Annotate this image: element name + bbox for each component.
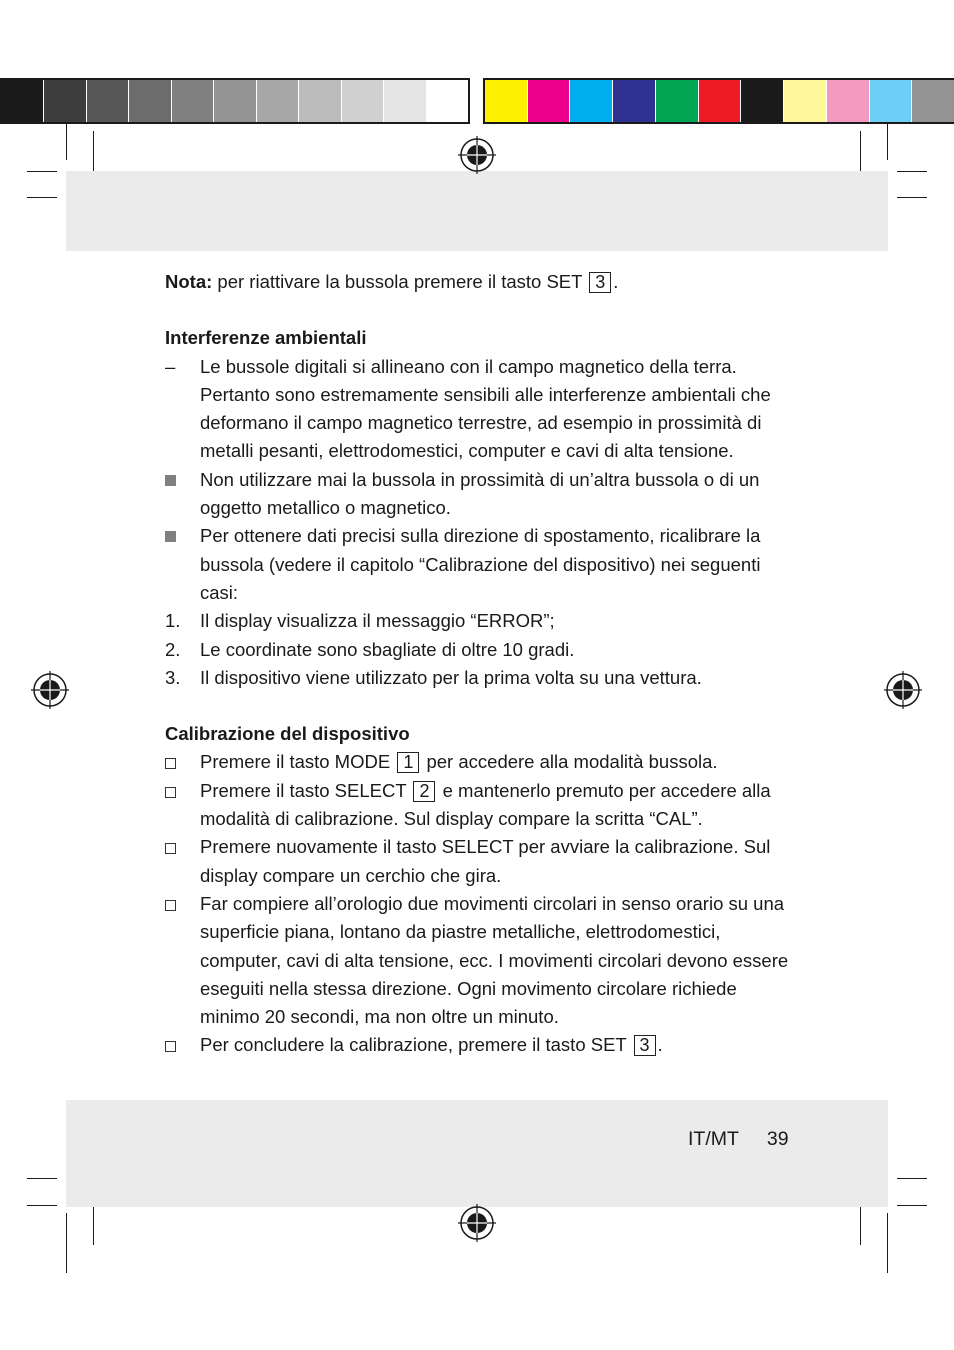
list-item-text: Per ottenere dati precisi sulla direzione di spostamento, ricalibrare la bussola (vedere il capitolo “Calibrazione del dispositivo) nei seguenti casi:: [200, 525, 761, 603]
crop-mark: [27, 197, 57, 198]
color-swatch: [44, 80, 86, 122]
crop-mark: [887, 124, 888, 160]
list-item-text: Il display visualizza il messaggio “ERROR”;: [200, 610, 555, 632]
item-number: 1.: [165, 610, 181, 632]
list-item: [165, 522, 795, 607]
crop-mark: [66, 124, 67, 160]
numbered-item: [165, 607, 795, 635]
crop-mark: [27, 1205, 57, 1206]
key-reference-box: 3: [589, 272, 611, 293]
grayscale-calibration-bar: [0, 78, 470, 124]
checkbox-square-icon: [165, 1041, 176, 1052]
color-swatch: [214, 80, 256, 122]
step-item: [165, 748, 795, 776]
filled-square-bullet-icon: [165, 531, 176, 542]
color-swatch: [384, 80, 426, 122]
checkbox-square-icon: [165, 787, 176, 798]
numbered-item: [165, 636, 795, 664]
list-item-text: Le coordinate sono sbagliate di oltre 10 gradi.: [200, 638, 575, 660]
crop-mark: [66, 1213, 67, 1273]
key-reference-box: 1: [397, 752, 419, 773]
step-text: Per concludere la calibrazione, premere il tasto SET: [200, 1034, 632, 1056]
note-text: per riattivare la bussola premere il tasto SET: [212, 271, 588, 292]
registration-mark-icon: [31, 671, 69, 709]
step-text: .: [657, 1034, 663, 1056]
color-swatch: [299, 80, 341, 122]
crop-mark: [897, 171, 927, 172]
crop-mark: [887, 1213, 888, 1273]
color-swatch: [741, 80, 784, 122]
color-swatch: [912, 80, 954, 122]
note-label: Nota:: [165, 271, 213, 292]
color-swatch: [87, 80, 129, 122]
language-code: IT/MT: [688, 1128, 739, 1150]
color-swatch: [656, 80, 699, 122]
step-item: [165, 1031, 795, 1059]
step-item: [165, 777, 795, 834]
step-text: Far compiere all’orologio due movimenti circolari in senso orario su una superficie piana, lontano da piastre metalliche, elettrodomestici, computer, cavi di alta tensione, ecc. I movimenti circolari devono essere eseguiti nella stessa direzione. Ogni movimento circolare richiede minimo 20 secondi, ma non oltre un minuto.: [200, 892, 789, 1028]
key-reference-box: 2: [413, 781, 435, 802]
step-text: Premere il tasto SELECT: [200, 779, 412, 801]
registration-mark-icon: [458, 136, 496, 174]
registration-mark-icon: [458, 1204, 496, 1242]
crop-mark: [897, 197, 927, 198]
color-swatch: [172, 80, 214, 122]
header-band: [66, 171, 888, 251]
note-paragraph: [165, 268, 795, 296]
list-item: [165, 466, 795, 523]
page-number: 39: [766, 1128, 789, 1150]
color-swatch: [427, 80, 468, 122]
color-swatch: [2, 80, 44, 122]
key-reference-box: 3: [634, 1035, 656, 1056]
color-swatch: [257, 80, 299, 122]
crop-mark: [897, 1178, 927, 1179]
step-text: per accedere alla modalità bussola.: [421, 751, 718, 773]
color-swatch: [570, 80, 613, 122]
note-text-end: .: [613, 271, 619, 292]
color-calibration-bar: [483, 78, 954, 124]
filled-square-bullet-icon: [165, 475, 176, 486]
color-swatch: [129, 80, 171, 122]
color-swatch: [342, 80, 384, 122]
step-item: [165, 833, 795, 890]
registration-mark-icon: [884, 671, 922, 709]
color-swatch: [827, 80, 870, 122]
dash-marker: –: [165, 355, 176, 377]
step-text: Premere il tasto MODE: [200, 751, 396, 773]
crop-mark: [897, 1205, 927, 1206]
numbered-item: [165, 664, 795, 692]
checkbox-square-icon: [165, 900, 176, 911]
list-item-text: Le bussole digitali si allineano con il campo magnetico della terra. Pertanto sono estremamente sensibili alle interferenze ambientali che deformano il campo magnetico terrestre, ad esempio in prossimità di metalli pesanti, elettrodomestici, computer e cavi di alta tensione.: [200, 355, 771, 462]
list-item-text: Non utilizzare mai la bussola in prossimità di un’altra bussola o di un oggetto metallico o magnetico.: [200, 468, 760, 519]
step-item: [165, 890, 795, 1031]
item-number: 3.: [165, 666, 181, 688]
section-heading: Interferenze ambientali: [165, 327, 367, 349]
color-swatch: [870, 80, 913, 122]
step-text: e mantenerlo premuto per accedere alla modalità di calibrazione. Sul display compare la scritta “CAL”.: [200, 779, 771, 830]
color-swatch: [784, 80, 827, 122]
checkbox-square-icon: [165, 843, 176, 854]
list-item: [165, 353, 795, 466]
item-number: 2.: [165, 638, 181, 660]
checkbox-square-icon: [165, 758, 176, 769]
crop-mark: [27, 1178, 57, 1179]
step-text: Premere nuovamente il tasto SELECT per avviare la calibrazione. Sul display compare un cerchio che gira.: [200, 836, 771, 886]
color-swatch: [699, 80, 742, 122]
color-swatch: [528, 80, 571, 122]
color-swatch: [485, 80, 528, 122]
color-swatch: [613, 80, 656, 122]
footer-band: [66, 1100, 888, 1207]
section-heading: Calibrazione del dispositivo: [165, 723, 410, 745]
page-content: [165, 268, 795, 1060]
list-item-text: Il dispositivo viene utilizzato per la prima volta su una vettura.: [200, 666, 702, 688]
page-footer: [688, 1128, 789, 1151]
crop-mark: [27, 171, 57, 172]
